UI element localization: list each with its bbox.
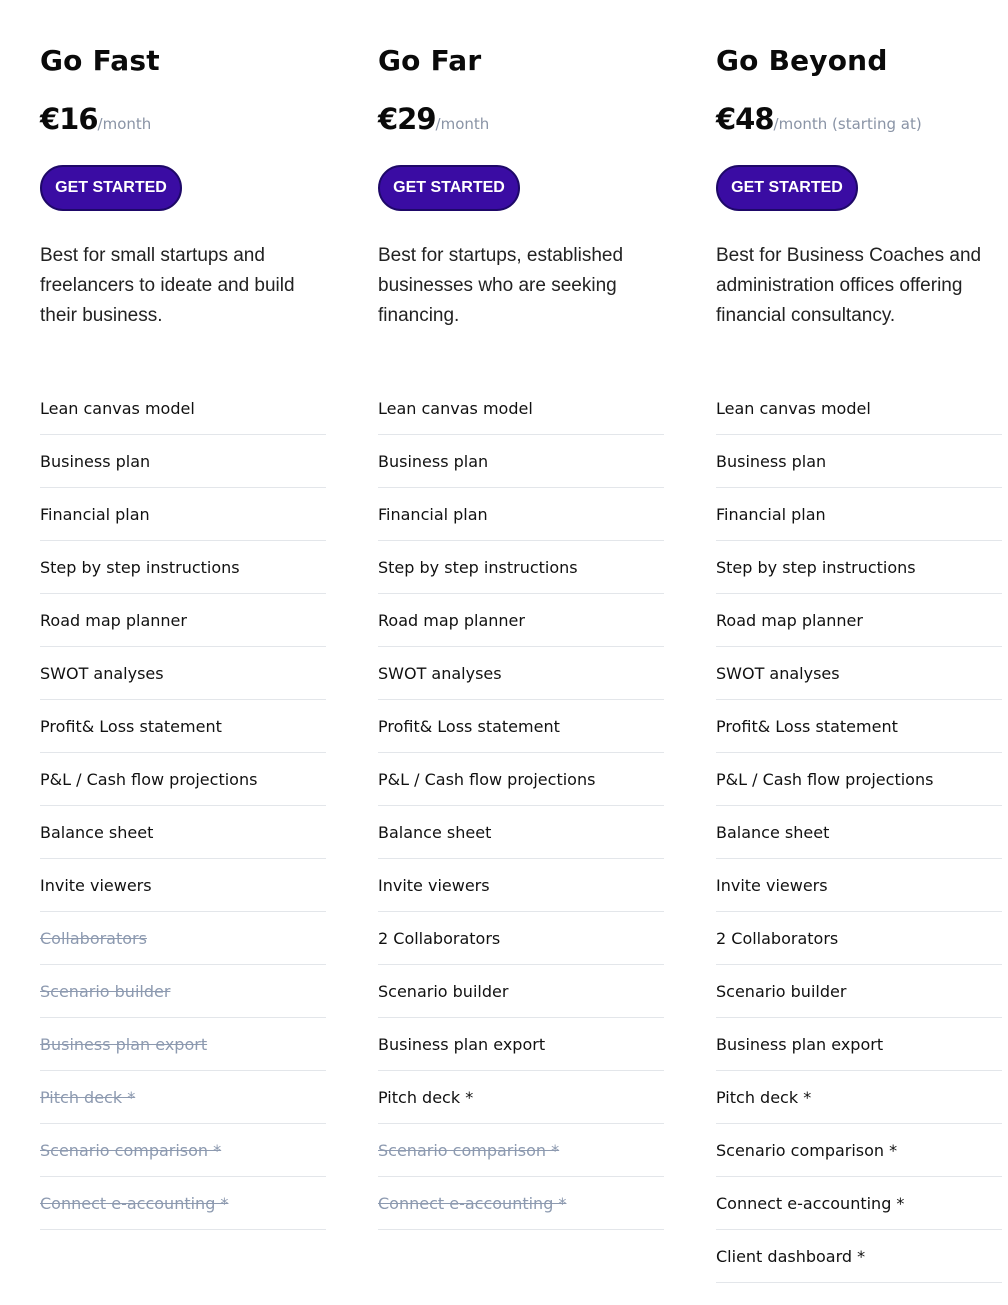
feature-label: Business plan export bbox=[40, 1034, 208, 1054]
feature-item bbox=[716, 965, 1002, 1018]
feature-label: Step by step instructions bbox=[378, 557, 578, 577]
plan-description: Best for small startups and freelancers to ideate and build their business. bbox=[40, 245, 295, 326]
feature-item bbox=[716, 912, 1002, 965]
feature-item bbox=[40, 647, 326, 700]
feature-label: Road map planner bbox=[40, 610, 187, 630]
feature-label: Scenario comparison * bbox=[716, 1140, 898, 1160]
feature-item bbox=[40, 382, 326, 435]
feature-label: P&L / Cash flow projections bbox=[378, 769, 596, 789]
feature-item bbox=[716, 1124, 1002, 1177]
feature-item bbox=[378, 594, 664, 647]
feature-label: Profit& Loss statement bbox=[378, 716, 560, 736]
feature-label: Scenario comparison * bbox=[40, 1140, 222, 1160]
get-started-button[interactable]: GET STARTED bbox=[378, 165, 520, 211]
feature-label: Invite viewers bbox=[716, 875, 828, 895]
feature-label: Road map planner bbox=[378, 610, 525, 630]
feature-label: Invite viewers bbox=[40, 875, 152, 895]
feature-list bbox=[378, 382, 664, 1230]
price-amount: €48 bbox=[716, 102, 774, 136]
feature-item bbox=[378, 1018, 664, 1071]
feature-item bbox=[40, 541, 326, 594]
feature-label: Scenario comparison * bbox=[378, 1140, 560, 1160]
feature-label: Balance sheet bbox=[716, 822, 830, 842]
feature-item bbox=[378, 912, 664, 965]
feature-item bbox=[716, 594, 1002, 647]
feature-label: P&L / Cash flow projections bbox=[716, 769, 934, 789]
plan-price bbox=[40, 102, 151, 136]
feature-item bbox=[716, 806, 1002, 859]
feature-item bbox=[378, 1071, 664, 1124]
feature-item bbox=[378, 859, 664, 912]
feature-item bbox=[378, 435, 664, 488]
feature-item bbox=[716, 541, 1002, 594]
feature-item bbox=[40, 859, 326, 912]
feature-item-unavailable bbox=[40, 1071, 326, 1124]
feature-label: Business plan bbox=[716, 451, 827, 471]
feature-item bbox=[40, 700, 326, 753]
feature-item bbox=[716, 700, 1002, 753]
feature-item bbox=[716, 488, 1002, 541]
feature-label: Connect e-accounting * bbox=[716, 1193, 905, 1213]
feature-label: SWOT analyses bbox=[378, 663, 502, 683]
feature-label: Pitch deck * bbox=[716, 1087, 812, 1107]
feature-item bbox=[716, 647, 1002, 700]
feature-item-unavailable bbox=[40, 912, 326, 965]
feature-item-unavailable bbox=[40, 1177, 326, 1230]
feature-label: Financial plan bbox=[378, 504, 488, 524]
feature-item bbox=[716, 1177, 1002, 1230]
feature-label: Profit& Loss statement bbox=[40, 716, 222, 736]
plan-description: Best for Business Coaches and administration offices offering financial consultancy. bbox=[716, 245, 982, 326]
feature-label: Financial plan bbox=[40, 504, 150, 524]
feature-item bbox=[378, 753, 664, 806]
feature-item bbox=[378, 700, 664, 753]
price-period: /month bbox=[97, 115, 152, 133]
feature-label: Profit& Loss statement bbox=[716, 716, 898, 736]
feature-label: Pitch deck * bbox=[378, 1087, 474, 1107]
feature-label: Step by step instructions bbox=[40, 557, 240, 577]
feature-item bbox=[378, 382, 664, 435]
plan-price bbox=[716, 102, 922, 136]
price-period: /month (starting at) bbox=[773, 115, 922, 133]
feature-item bbox=[378, 488, 664, 541]
feature-item-unavailable bbox=[378, 1177, 664, 1230]
feature-item-unavailable bbox=[378, 1124, 664, 1177]
feature-label: 2 Collaborators bbox=[716, 928, 839, 948]
feature-item bbox=[40, 435, 326, 488]
price-period: /month bbox=[435, 115, 490, 133]
feature-item bbox=[40, 594, 326, 647]
feature-label: Collaborators bbox=[40, 928, 147, 948]
feature-list bbox=[40, 382, 326, 1230]
feature-label: SWOT analyses bbox=[716, 663, 840, 683]
plan-title: Go Beyond bbox=[716, 44, 888, 77]
feature-item bbox=[378, 541, 664, 594]
feature-label: 2 Collaborators bbox=[378, 928, 501, 948]
feature-item-unavailable bbox=[40, 1018, 326, 1071]
feature-item bbox=[716, 859, 1002, 912]
feature-item bbox=[716, 382, 1002, 435]
plan-title: Go Fast bbox=[40, 44, 160, 77]
feature-item-unavailable bbox=[40, 1124, 326, 1177]
feature-item-unavailable bbox=[40, 965, 326, 1018]
plan-description: Best for startups, established businesses who are seeking financing. bbox=[378, 245, 624, 326]
feature-item bbox=[378, 647, 664, 700]
feature-label: Business plan bbox=[378, 451, 489, 471]
feature-label: Scenario builder bbox=[716, 981, 847, 1001]
feature-item bbox=[716, 1230, 1002, 1283]
price-amount: €29 bbox=[378, 102, 436, 136]
plan-title: Go Far bbox=[378, 44, 482, 77]
feature-label: Client dashboard * bbox=[716, 1246, 866, 1266]
feature-label: Scenario builder bbox=[378, 981, 509, 1001]
feature-label: Step by step instructions bbox=[716, 557, 916, 577]
feature-label: Connect e-accounting * bbox=[378, 1193, 567, 1213]
feature-label: Lean canvas model bbox=[716, 398, 871, 418]
feature-label: Balance sheet bbox=[40, 822, 154, 842]
feature-label: Road map planner bbox=[716, 610, 863, 630]
feature-label: Scenario builder bbox=[40, 981, 171, 1001]
feature-label: Business plan export bbox=[378, 1034, 546, 1054]
feature-item bbox=[716, 435, 1002, 488]
plan-price bbox=[378, 102, 489, 136]
feature-label: Business plan export bbox=[716, 1034, 884, 1054]
feature-label: Connect e-accounting * bbox=[40, 1193, 229, 1213]
feature-label: P&L / Cash flow projections bbox=[40, 769, 258, 789]
price-amount: €16 bbox=[40, 102, 98, 136]
feature-item bbox=[716, 1071, 1002, 1124]
feature-label: Financial plan bbox=[716, 504, 826, 524]
feature-item bbox=[716, 753, 1002, 806]
get-started-button[interactable]: GET STARTED bbox=[40, 165, 182, 211]
feature-label: Invite viewers bbox=[378, 875, 490, 895]
feature-item bbox=[716, 1018, 1002, 1071]
feature-label: SWOT analyses bbox=[40, 663, 164, 683]
feature-label: Lean canvas model bbox=[40, 398, 195, 418]
get-started-button[interactable]: GET STARTED bbox=[716, 165, 858, 211]
feature-item bbox=[40, 753, 326, 806]
feature-label: Lean canvas model bbox=[378, 398, 533, 418]
feature-item bbox=[378, 806, 664, 859]
feature-label: Pitch deck * bbox=[40, 1087, 136, 1107]
feature-item bbox=[40, 488, 326, 541]
feature-item bbox=[378, 965, 664, 1018]
feature-label: Balance sheet bbox=[378, 822, 492, 842]
feature-item bbox=[40, 806, 326, 859]
feature-list bbox=[716, 382, 1002, 1283]
feature-label: Business plan bbox=[40, 451, 151, 471]
